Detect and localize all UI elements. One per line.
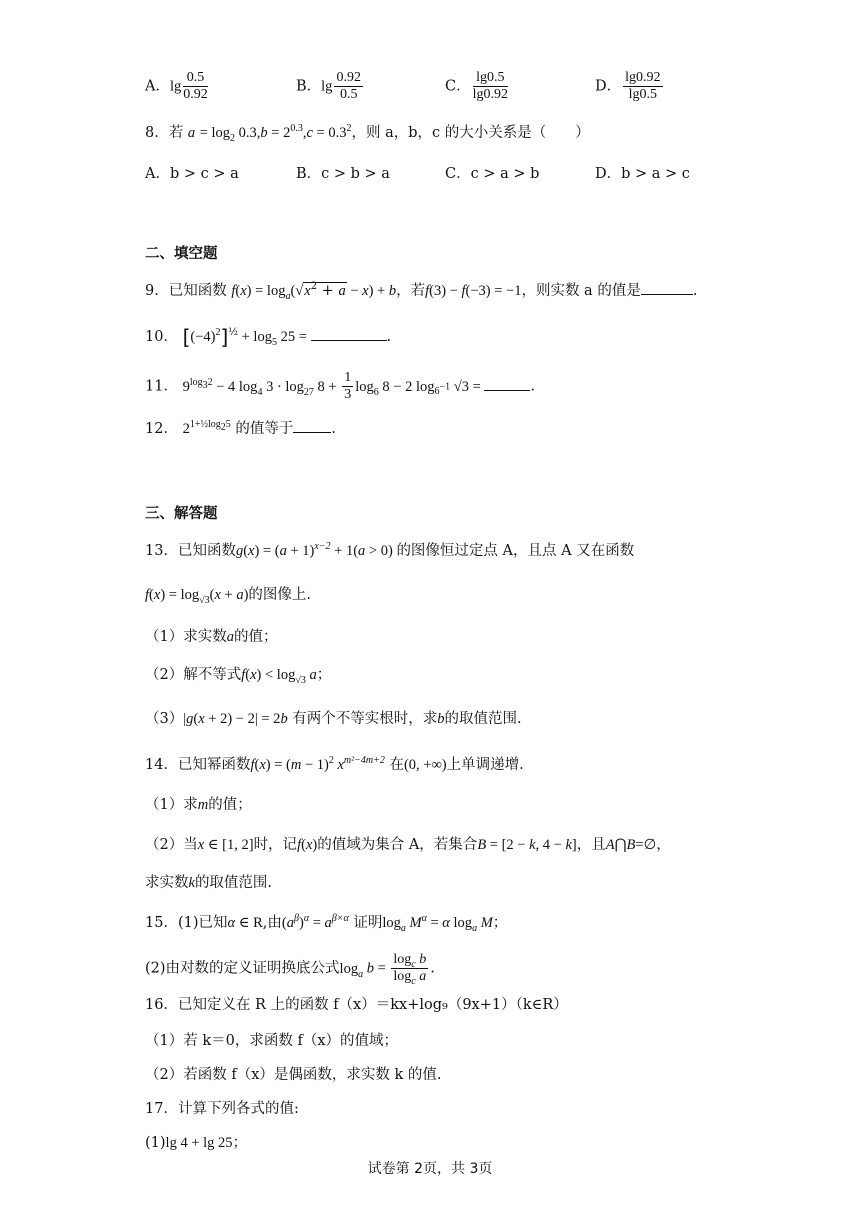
question-15: 15．(1)已知α ∈ R,由$(a^\beta)^\alpha = a^{\beta\times\alpha}$ 证明$\log_a M^\alpha = \alpha$ $\log_a M$； (145, 913, 508, 934)
question-14: 14．已知幂函数$f(x) = (m - 1)^2$ $x^{m^2-4m+2}$ 在(0, +∞)上单调递增. (145, 755, 524, 773)
question-14-part2-line2: 求实数k的取值范围. (145, 875, 273, 891)
q7-option-c: C． $\frac{\lg 0.5}{\lg 0.92}$ (445, 70, 508, 102)
question-13-part2: （2）解不等式$f(x) < \log_{√3} a$； (145, 667, 332, 686)
q8-option-c: C．c > a > b (445, 166, 540, 182)
q8-option-d: D．b > a > c (595, 166, 690, 182)
question-10: 10． $[(-4)^2]^{\frac{1}{2}} + \log_5 25$ = . (145, 325, 392, 349)
section-title-fill-in: 二、填空题 (145, 246, 218, 262)
q8-option-b: B．c > b > a (296, 166, 390, 182)
question-16-part1: （1）若 k＝0，求函数 f（x）的值域； (145, 1033, 398, 1049)
question-14-part2: （2）当x ∈ [1, 2]时，记f(x)的值域为集合 A，若集合B = [2 − k, 4 − k]，且A⋂B=∅， (145, 837, 671, 853)
question-13-part1: （1）求实数a的值； (145, 629, 278, 645)
question-15-part2: (2)由对数的定义证明换底公式$\log_a b$ = $\frac{\log_c b}{\log_c a}$ . (145, 952, 435, 987)
q7-option-b: B．lg $\frac{0.92}{0.5}$ (296, 70, 361, 102)
question-14-part1: （1）求m的值； (145, 797, 252, 813)
question-12: 12． $2^{1+\frac{1}{2}log_25}$ 的值等于 . (145, 419, 336, 437)
question-16: 16．已知定义在 R 上的函数 f（x）＝kx+log₉（9x+1）（k∈R） (145, 997, 568, 1013)
answer-blank[interactable] (641, 280, 693, 295)
answer-blank[interactable] (293, 418, 331, 433)
question-17: 17．计算下列各式的值: (145, 1101, 299, 1117)
question-13-part3: （3）|g(x + 2) − 2| = 2b 有两个不等实根时，求b的取值范围. (145, 711, 522, 727)
q7-option-d: D． $\frac{\lg 0.92}{\lg 0.5}$ (595, 70, 661, 102)
answer-blank[interactable] (311, 326, 387, 341)
answer-blank[interactable] (484, 376, 530, 391)
section-title-solutions: 三、解答题 (145, 506, 218, 522)
question-17-part1: (1)lg 4 + lg 25； (145, 1135, 248, 1151)
question-13-line2: $f(x) = \log_{√3}(x + a)$的图像上. (145, 587, 312, 606)
question-11: 11． $9^{log_32} - 4$ $\log_4 3 \cdot \log_{27} 8$ + $\frac{1}{3}$ $\log_6 8 - 2$ $\log_{6^{-1}} √3$ = . (145, 370, 535, 402)
page-footer: 试卷第 2页，共 3页 (367, 1161, 493, 1177)
question-9: 9．已知函数 $f(x) = \log_a(√x^2 + a - x) + b$，若f(3) − f(−3) = −1，则实数 a 的值是 . (145, 281, 698, 302)
question-16-part2: （2）若函数 f（x）是偶函数，求实数 k 的值. (145, 1067, 442, 1083)
q8-option-a: A．b > c > a (145, 166, 239, 182)
question-13: 13．已知函数$g(x) = (a + 1)^{x-2} + 1(a > 0)$ 的图像恒过定点 A，且点 A 又在函数 (145, 541, 635, 559)
q7-option-a: A．lg $\frac{0.5}{0.92}$ (145, 70, 208, 102)
question-8: 8．若 $a = \log_2 0.3,b = 2^{0.3},c = 0.3^2$，则 a，b，c 的大小关系是（ ） (145, 123, 590, 144)
